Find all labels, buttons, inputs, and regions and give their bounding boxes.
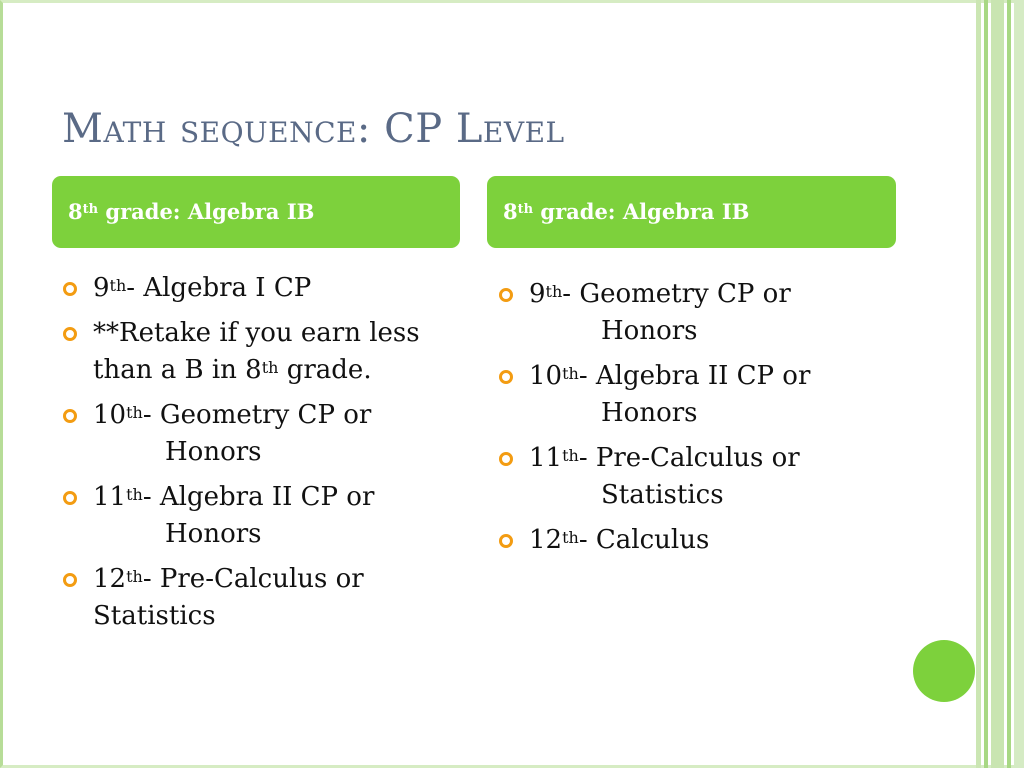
decorative-stripe	[976, 0, 981, 768]
item-grade-suffix: th	[126, 403, 143, 422]
item-grade: 10	[529, 361, 563, 391]
list-item	[62, 397, 452, 471]
item-text: - Algebra I CP	[126, 273, 312, 303]
item-grade-suffix: th	[562, 446, 579, 465]
item-grade: 10	[93, 400, 127, 430]
item-grade-suffix: th	[562, 528, 579, 547]
decorative-stripe	[991, 0, 1004, 768]
list-item	[62, 561, 452, 635]
list-item	[498, 522, 888, 559]
item-grade-suffix: th	[109, 276, 127, 295]
orange-ring-bullet-icon	[63, 409, 77, 423]
item-grade-suffix: th	[126, 567, 143, 586]
right-course-list	[498, 276, 888, 567]
slide-title: Math sequence: CP Level	[62, 106, 565, 152]
orange-ring-bullet-icon	[63, 327, 77, 341]
item-text: **Retake if you earn less than a B in 8	[93, 318, 420, 385]
header-grade: 8	[68, 199, 83, 224]
item-grade-suffix: th	[261, 358, 279, 377]
item-continuation: Honors	[165, 519, 262, 549]
item-text: - Algebra II CP or	[142, 482, 375, 512]
item-tail: grade.	[278, 355, 372, 385]
decorative-stripe	[1007, 0, 1011, 768]
header-grade: 8	[503, 199, 518, 224]
right-column-header	[487, 176, 896, 248]
item-grade: 11	[93, 482, 127, 512]
orange-ring-bullet-icon	[499, 370, 513, 384]
list-item	[498, 276, 888, 350]
header-text: grade: Algebra IB	[98, 199, 315, 224]
item-grade: 12	[93, 564, 127, 594]
orange-ring-bullet-icon	[499, 288, 513, 302]
decorative-stripe	[1014, 0, 1024, 768]
item-grade: 11	[529, 443, 563, 473]
item-grade: 12	[529, 525, 563, 555]
list-item	[62, 315, 452, 389]
item-grade-suffix: th	[126, 485, 143, 504]
item-text: - Pre-Calculus or Statistics	[93, 564, 364, 631]
item-grade: 9	[529, 279, 546, 309]
item-text: - Algebra II CP or	[578, 361, 811, 391]
left-column-header	[52, 176, 460, 248]
item-continuation: Statistics	[601, 480, 724, 510]
left-course-list	[62, 270, 452, 643]
list-item	[62, 270, 452, 307]
orange-ring-bullet-icon	[63, 573, 77, 587]
green-circle-decoration	[913, 640, 975, 702]
item-continuation: Honors	[601, 398, 698, 428]
item-continuation: Honors	[601, 316, 698, 346]
orange-ring-bullet-icon	[63, 282, 77, 296]
item-text: - Geometry CP or	[142, 400, 372, 430]
header-grade-suffix: th	[517, 202, 534, 217]
header-text: grade: Algebra IB	[533, 199, 750, 224]
item-text: - Calculus	[578, 525, 710, 555]
list-item	[498, 440, 888, 514]
orange-ring-bullet-icon	[63, 491, 77, 505]
list-item	[498, 358, 888, 432]
item-grade-suffix: th	[562, 364, 579, 383]
list-item	[62, 479, 452, 553]
item-grade-suffix: th	[545, 282, 563, 301]
item-continuation: Honors	[165, 437, 262, 467]
header-grade-suffix: th	[82, 202, 99, 217]
item-text: - Pre-Calculus or	[578, 443, 800, 473]
item-grade: 9	[93, 273, 110, 303]
item-text: - Geometry CP or	[562, 279, 791, 309]
orange-ring-bullet-icon	[499, 534, 513, 548]
decorative-stripe	[984, 0, 988, 768]
orange-ring-bullet-icon	[499, 452, 513, 466]
